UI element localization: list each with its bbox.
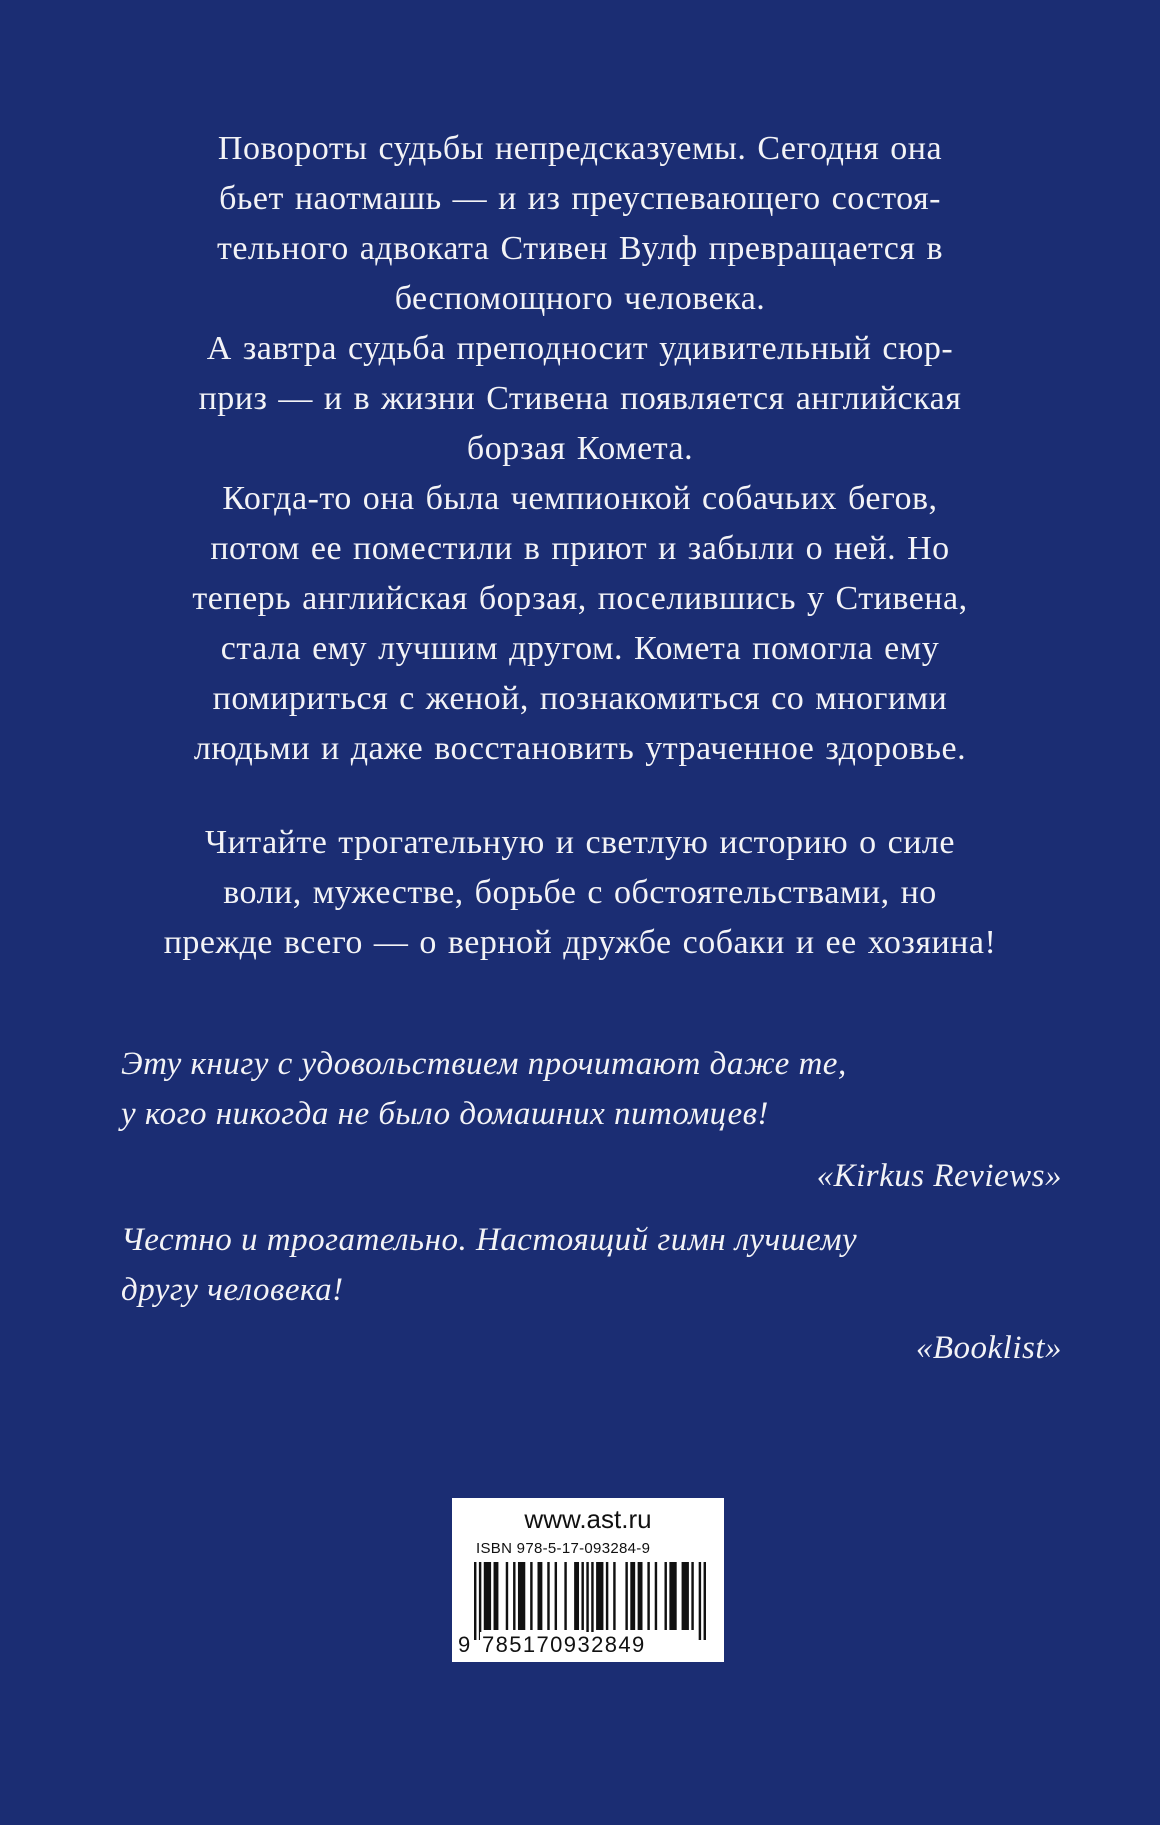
blurb-paragraph-2 <box>110 818 1050 968</box>
barcode-first-digit: 9 <box>458 1632 471 1657</box>
barcode-guard-bar <box>699 1562 701 1640</box>
review-quote-2 <box>121 1215 1061 1315</box>
blurb-line: беспомощного человека. <box>394 280 766 317</box>
barcode-bar <box>655 1562 657 1630</box>
barcode-bar <box>555 1562 557 1630</box>
blurb-line: потом ее поместили в приют и забыли о ней. Но <box>210 530 950 567</box>
quote-line: Честно и трогательно. Настоящий гимн лучшему <box>121 1222 858 1258</box>
publisher-url: www.ast.ru <box>524 1504 652 1534</box>
barcode-bar <box>638 1562 643 1630</box>
blurb-line: прежде всего — о верной дружбе собаки и ее хозяина! <box>163 924 997 961</box>
barcode-bar <box>625 1562 627 1630</box>
barcode-bars <box>474 1562 706 1640</box>
barcode-bar <box>574 1562 579 1630</box>
quote-line: Эту книгу с удовольствием прочитают даже те, <box>121 1046 847 1082</box>
review-source-1: «Kirkus Reviews» <box>816 1158 1062 1194</box>
blurb-line: стала ему лучшим другом. Комета помогла ему <box>220 630 940 667</box>
quote-line: другу человека! <box>121 1272 344 1308</box>
blurb-line: А завтра судьба преподносит удивительный сюр- <box>206 330 954 367</box>
barcode-bar <box>606 1562 608 1630</box>
blurb-line: тельного адвоката Стивен Вулф превращается в <box>216 230 943 267</box>
blurb-line: Читайте трогательную и светлую историю о силе <box>205 824 955 861</box>
blurb-line: теперь английская борзая, поселившись у Стивена, <box>192 580 968 617</box>
barcode-bar <box>647 1562 649 1630</box>
barcode-bar <box>664 1562 666 1630</box>
barcode-bar <box>484 1562 491 1630</box>
blurb-line: Когда-то она была чемпионкой собачьих бегов, <box>222 480 938 517</box>
barcode-label <box>452 1498 724 1662</box>
barcode-digit-string: 785170932849 <box>482 1632 646 1657</box>
blurb-line: бьет наотмашь — и из преуспевающего состоя- <box>219 180 941 217</box>
barcode-bar <box>530 1562 532 1630</box>
review-source-2: «Booklist» <box>915 1330 1062 1366</box>
blurb-line: людьми и даже восстановить утраченное здоровье. <box>193 730 967 767</box>
barcode-guard-bar <box>586 1562 588 1640</box>
blurb-line: помириться с женой, познакомиться со многими <box>212 680 948 717</box>
barcode-bar <box>518 1562 525 1630</box>
review-quote-1 <box>121 1039 1061 1139</box>
blurb-line: приз — и в жизни Стивена появляется английская <box>198 380 962 417</box>
blurb-line: борзая Комета. <box>466 430 694 467</box>
barcode-guard-bar <box>591 1562 593 1640</box>
barcode-bar <box>581 1562 583 1630</box>
blurb-paragraph-1 <box>110 124 1050 774</box>
barcode-digits <box>452 1632 724 1658</box>
barcode-bar <box>506 1562 508 1630</box>
barcode-bar <box>613 1562 615 1630</box>
isbn-number: ISBN 978-5-17-093284-9 <box>476 1540 651 1557</box>
barcode-bar <box>564 1562 566 1630</box>
barcode-bar <box>596 1562 603 1630</box>
barcode-bar <box>537 1562 542 1630</box>
barcode-bar <box>547 1562 549 1630</box>
quote-line: у кого никогда не было домашних питомцев! <box>121 1096 769 1132</box>
blurb-line: воли, мужестве, борьбе с обстоятельствами, но <box>223 874 937 911</box>
barcode-bar <box>513 1562 515 1630</box>
barcode-guard-bar <box>704 1562 706 1640</box>
barcode-bar <box>630 1562 635 1630</box>
barcode-bar <box>691 1562 693 1630</box>
barcode-bar <box>494 1562 499 1630</box>
barcode-bar <box>669 1562 676 1630</box>
barcode-guard-bar <box>479 1562 481 1640</box>
barcode-bar <box>682 1562 689 1630</box>
barcode-guard-bar <box>474 1562 476 1640</box>
blurb-line: Повороты судьбы непредсказуемы. Сегодня она <box>217 130 943 167</box>
